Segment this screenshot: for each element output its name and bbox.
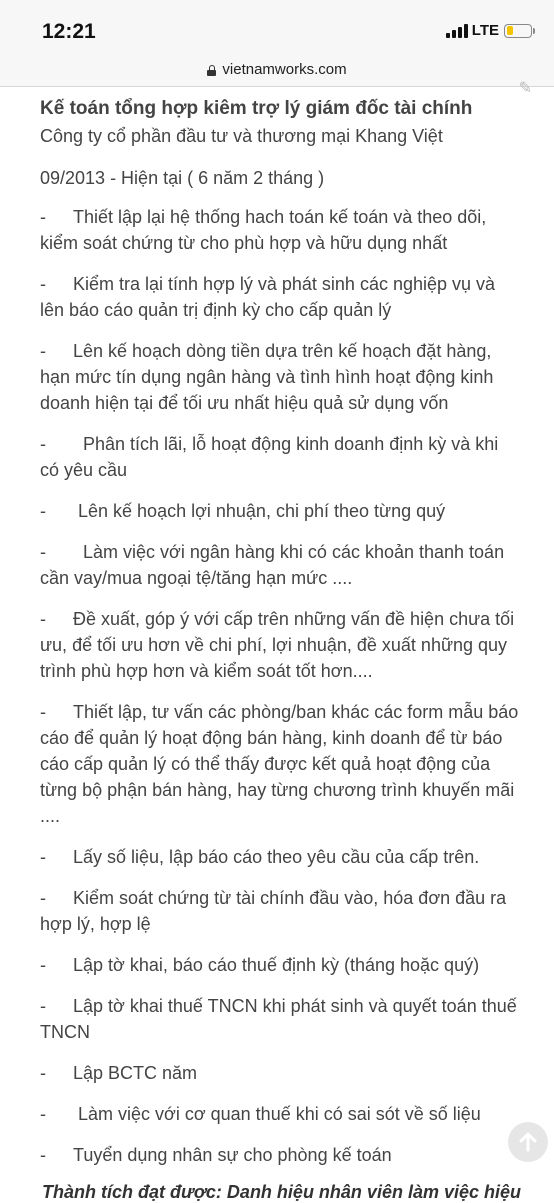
task-item: - Lấy số liệu, lập báo cáo theo yêu cầu của cấp trên. (40, 847, 480, 867)
arrow-up-icon (517, 1131, 539, 1153)
page-domain[interactable]: vietnamworks.com (222, 60, 347, 78)
task-item: - Tuyển dụng nhân sự cho phòng kế toán (40, 1145, 392, 1165)
company-name: Công ty cổ phần đầu tư và thương mại Khang Việt (40, 126, 443, 146)
task-item: - Phân tích lãi, lỗ hoạt động kinh doanh định kỳ và khi có yêu cầu (40, 434, 499, 480)
edit-icon[interactable]: ✎ (518, 80, 532, 97)
task-item: - Lập BCTC năm (40, 1063, 198, 1083)
task-item: - Thiết lập lại hệ thống hach toán kế toán và theo dõi, kiểm soát chứng từ cho phù hợp và hữu dụng nhất (40, 207, 487, 253)
battery-icon (504, 24, 532, 38)
task-item: - Lên kế hoạch lợi nhuận, chi phí theo từng quý (40, 501, 446, 521)
battery-level (507, 26, 513, 35)
task-item: - Làm việc với cơ quan thuế khi có sai sót về số liệu (40, 1104, 481, 1124)
status-indicators (446, 22, 532, 39)
task-item: - Lập tờ khai thuế TNCN khi phát sinh và quyết toán thuế TNCN (40, 996, 517, 1042)
task-item: - Đề xuất, góp ý với cấp trên những vấn đề hiện chưa tối ưu, để tối ưu hơn về chi phí, lợi nhuận, đề xuất những quy trình phù hợp hơn và kiểm soát tốt hơn.... (40, 609, 515, 681)
task-item: - Làm việc với ngân hàng khi có các khoản thanh toán cần vay/mua ngoại tệ/tăng hạn mức .... (40, 542, 505, 588)
task-item: - Lên kế hoạch dòng tiền dựa trên kế hoạch đặt hàng, hạn mức tín dụng ngân hàng và tình hình hoạt động kinh doanh hiện tại để tối ưu nhất hiệu quả sử dụng vốn (40, 341, 494, 413)
network-type: LTE (471, 22, 499, 39)
achievement-text: Thành tích đạt được: Danh hiệu nhân viên làm việc hiệu (42, 1182, 522, 1202)
address-bar[interactable] (0, 52, 554, 87)
task-item: - Kiểm soát chứng từ tài chính đầu vào, hóa đơn đầu ra hợp lý, hợp lệ (40, 888, 507, 934)
signal-icon (446, 24, 468, 38)
job-title: Kế toán tổng hợp kiêm trợ lý giám đốc tài chính (40, 98, 473, 119)
employment-period: 09/2013 - Hiện tại ( 6 năm 2 tháng ) (40, 168, 325, 188)
lock-icon (207, 65, 216, 76)
experience-section (40, 96, 520, 1183)
task-item: - Kiểm tra lại tính hợp lý và phát sinh các nghiệp vụ và lên báo cáo quản trị định kỳ cho cấp quản lý (40, 274, 496, 320)
status-time: 12:21 (42, 20, 96, 43)
task-item: - Thiết lập, tư vấn các phòng/ban khác các form mẫu báo cáo để quản lý hoạt động bán hàng, kinh doanh để từ báo cáo cấp quản lý có thể thấy được kết quả hoạt động của từng bộ phận bán hàng, hay từng chương trình khuyến mãi .... (40, 702, 519, 826)
task-item: - Lập tờ khai, báo cáo thuế định kỳ (tháng hoặc quý) (40, 955, 480, 975)
status-bar (0, 0, 554, 52)
scroll-to-top-button[interactable] (508, 1122, 548, 1162)
